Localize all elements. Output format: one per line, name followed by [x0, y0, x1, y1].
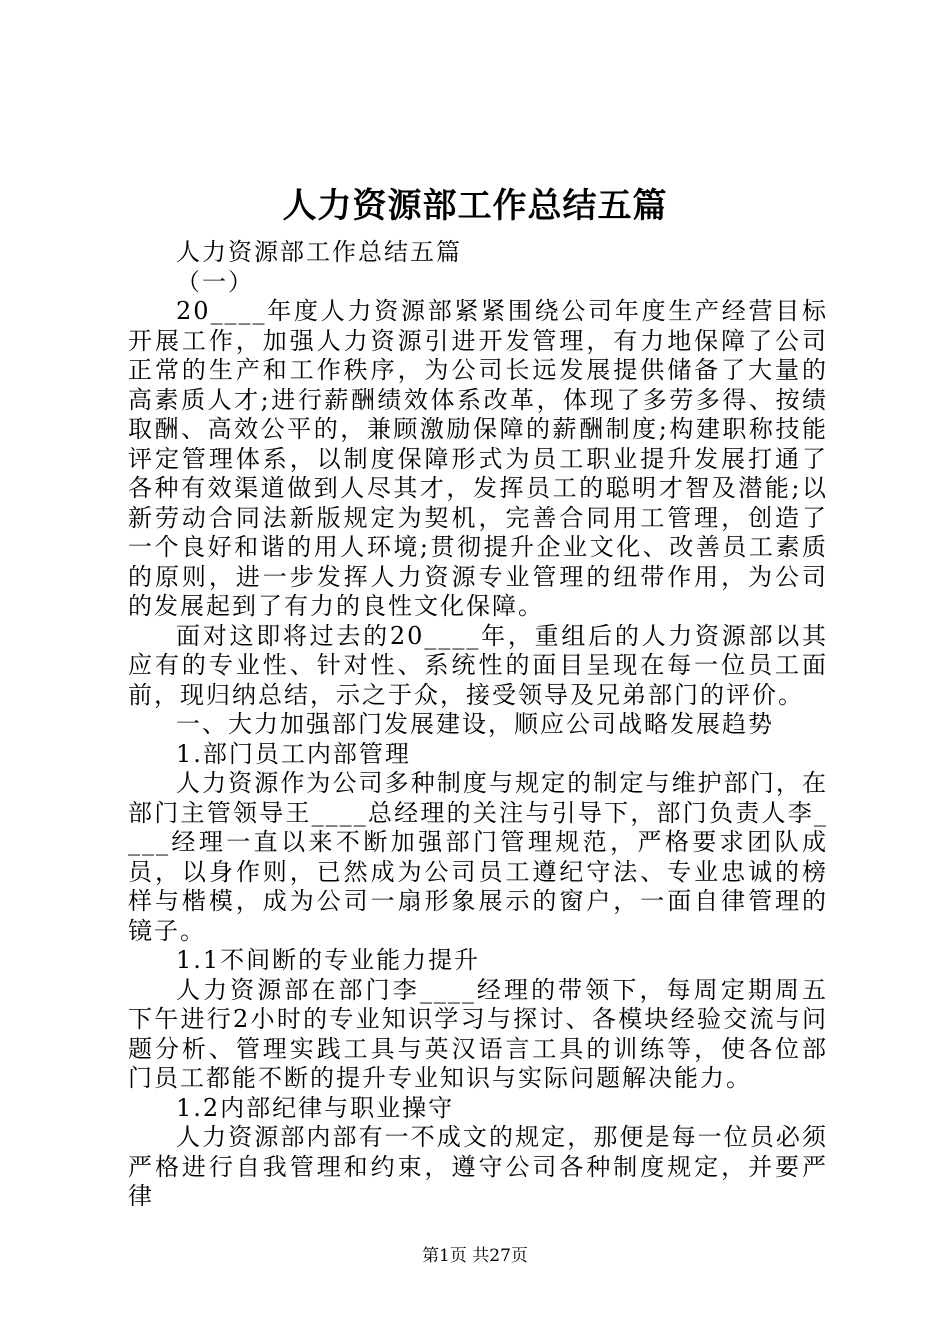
subsection-heading: 1.2内部纪律与职业操守	[176, 1093, 455, 1122]
section-heading: 一、大力加强部门发展建设，顺应公司战略发展趋势	[176, 710, 774, 738]
paragraph: 人力资源作为公司多种制度与规定的制定与维护部门，在部门主管领导王____总经理的关注与引导下，部门负责人李____经理一直以来不断加强部门管理规范，严格要求团队成员，以身作则，已然成为公司员工遵纪守法、专业忠诚的榜样与楷模，成为公司一扇形象展示的窗户，一面自律管理的镜子。	[128, 769, 828, 945]
document-body	[128, 238, 828, 1212]
page-number-footer: 第1页 共27页	[422, 1246, 528, 1266]
document-title: 人力资源部工作总结五篇	[282, 186, 668, 226]
paragraph: 20____年度人力资源部紧紧围绕公司年度生产经营目标开展工作，加强人力资源引进开发管理，有力地保障了公司正常的生产和工作秩序，为公司长远发展提供储备了大量的高素质人才;进行薪酬绩效体系改革，体现了多劳多得、按绩取酬、高效公平的，兼顾激励保障的薪酬制度;构建职称技能评定管理体系，以制度保障形式为员工职业提升发展打通了各种有效渠道做到人尽其才，发挥员工的聪明才智及潜能;以新劳动合同法新版规定为契机，完善合同用工管理，创造了一个良好和谐的用人环境;贯彻提升企业文化、改善员工素质的原则，进一步发挥人力资源专业管理的纽带作用，为公司的发展起到了有力的良性文化保障。	[128, 297, 828, 620]
paragraph-section-number: （一）	[176, 267, 254, 296]
subsection-heading: 1.1不间断的专业能力提升	[176, 946, 481, 974]
paragraph-subtitle: 人力资源部工作总结五篇	[176, 238, 462, 266]
paragraph: 人力资源部内部有一不成文的规定，那便是每一位员必须严格进行自我管理和约束，遵守公司各种制度规定，并要严律	[128, 1123, 828, 1210]
subsection-heading: 1.部门员工内部管理	[176, 739, 411, 768]
paragraph: 面对这即将过去的20____年，重组后的人力资源部以其应有的专业性、针对性、系统性的面目呈现在每一位员工面前，现归纳总结，示之于众，接受领导及兄弟部门的评价。	[128, 621, 828, 709]
paragraph: 人力资源部在部门李____经理的带领下，每周定期周五下午进行2小时的专业知识学习与探讨、各模块经验交流与问题分析、管理实践工具与英汉语言工具的训练等，使各位部门员工都能不断的提升专业知识与实际问题解决能力。	[128, 975, 828, 1092]
